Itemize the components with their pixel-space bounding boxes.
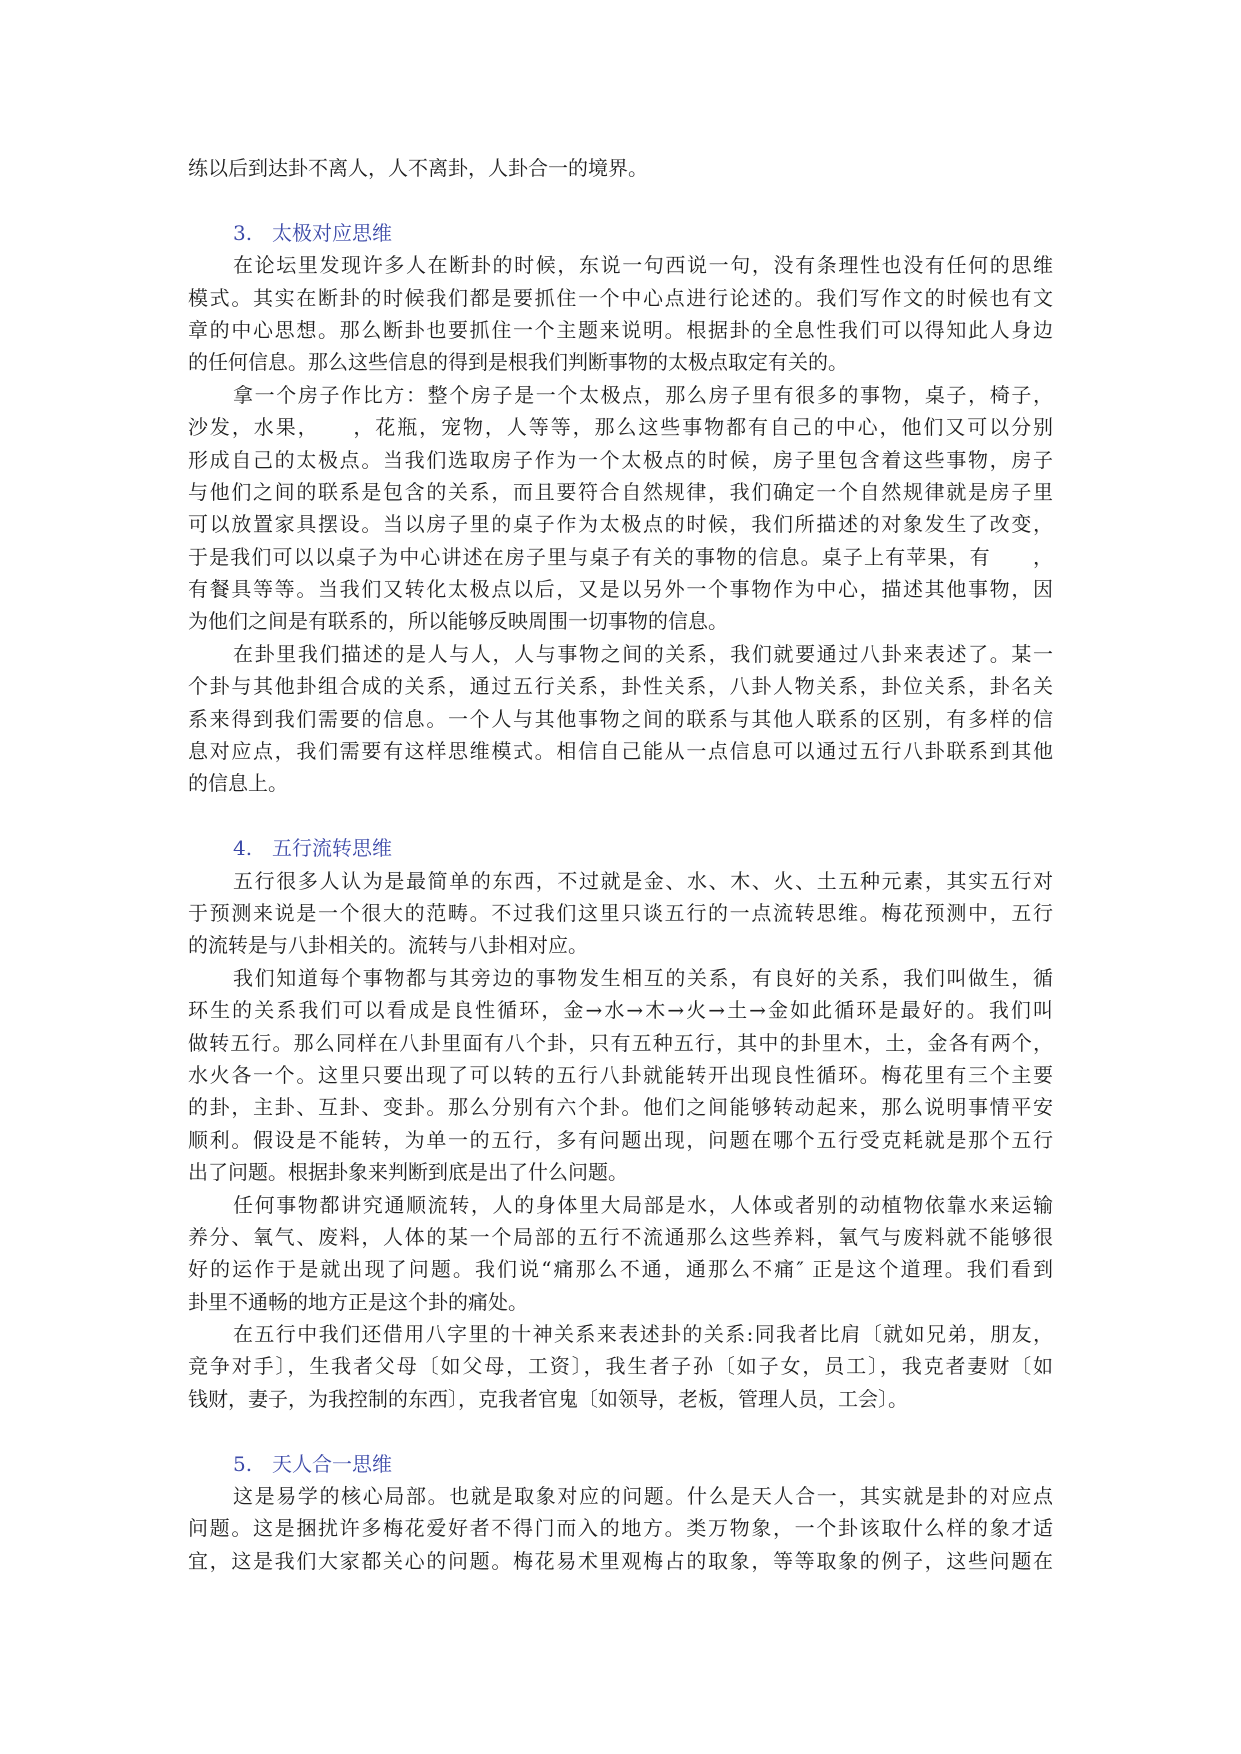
blank-line — [188, 184, 1053, 216]
text-line: 钱财，妻子，为我控制的东西〕，克我者官鬼〔如领导，老板，管理人员，工会〕。 — [188, 1386, 908, 1411]
paragraph — [188, 962, 1053, 1189]
lead-line: 练以后到达卦不离人，人不离卦，人卦合一的境界。 — [188, 156, 648, 180]
section-number: 3. — [233, 220, 253, 245]
section-title: 五行流转思维 — [272, 836, 392, 861]
text-line: 任何事物都讲究通顺流转，人的身体里大局部是水，人体或者别的动植物依靠水来运输 — [233, 1192, 1053, 1217]
text-line: 沙发，水果， ，花瓶，宠物，人等等，那么这些事物都有自己的中心，他们又可以分别 — [188, 415, 1053, 440]
section-number: 5. — [233, 1451, 253, 1476]
text-line: 息对应点，我们需要有这样思维模式。相信自己能从一点信息可以通过五行八卦联系到其他 — [188, 739, 1053, 764]
text-line: 于是我们可以以桌子为中心讲述在房子里与桌子有关的事物的信息。桌子上有苹果，有 ， — [188, 544, 1053, 569]
text-line: 问题。这是捆扰许多梅花爱好者不得门而入的地方。类万物象，一个卦该取什么样的象才适 — [188, 1516, 1053, 1541]
text-line: 顺利。假设是不能转，为单一的五行，多有问题出现，问题在哪个五行受克耗就是那个五行 — [188, 1127, 1053, 1152]
section-heading — [188, 217, 1053, 249]
paragraph — [188, 249, 1053, 379]
paragraph — [188, 638, 1053, 800]
section-title: 天人合一思维 — [272, 1451, 392, 1476]
blank-line — [188, 800, 1053, 832]
text-line: 拿一个房子作比方：整个房子是一个太极点，那么房子里有很多的事物，桌子，椅子， — [233, 382, 1053, 407]
section-title: 太极对应思维 — [272, 220, 392, 245]
paragraph — [188, 1318, 1053, 1415]
text-line: 竞争对手〕，生我者父母〔如父母，工资〕，我生者子孙〔如子女，员工〕，我克者妻财〔如 — [188, 1354, 1053, 1379]
text-line: 个卦与其他卦组合成的关系，通过五行关系，卦性关系，八卦人物关系，卦位关系，卦名关 — [188, 674, 1053, 699]
text-line: 形成自己的太极点。当我们选取房子作为一个太极点的时候，房子里包含着这些事物，房子 — [188, 447, 1053, 472]
text-line: 的信息上。 — [188, 771, 288, 796]
text-line: 在论坛里发现许多人在断卦的时候，东说一句西说一句，没有条理性也没有任何的思维 — [233, 253, 1053, 278]
text-line: 于预测来说是一个很大的范畴。不过我们这里只谈五行的一点流转思维。梅花预测中，五行 — [188, 900, 1053, 925]
section-number: 4. — [233, 836, 253, 861]
text-line: 在卦里我们描述的是人与人，人与事物之间的关系，我们就要通过八卦来表述了。某一 — [233, 641, 1053, 666]
text-line: 在五行中我们还借用八字里的十神关系来表述卦的关系:同我者比肩〔就如兄弟，朋友， — [233, 1322, 1053, 1347]
text-line: 环生的关系我们可以看成是良性循环，金→水→木→火→土→金如此循环是最好的。我们叫 — [188, 998, 1053, 1023]
text-line: 卦里不通畅的地方正是这个卦的痛处。 — [188, 1289, 528, 1314]
paragraph — [188, 865, 1053, 962]
text-line: 做转五行。那么同样在八卦里面有八个卦，只有五种五行，其中的卦里木，土，金各有两个， — [188, 1030, 1053, 1055]
text-line: 养分、氧气、废料，人体的某一个局部的五行不流通那么这些养料，氧气与废料就不能够很 — [188, 1224, 1053, 1249]
paragraph — [188, 1480, 1053, 1577]
paragraph — [188, 379, 1053, 638]
paragraph — [188, 1189, 1053, 1319]
text-line: 章的中心思想。那么断卦也要抓住一个主题来说明。根据卦的全息性我们可以得知此人身边 — [188, 317, 1053, 342]
text-line: 的卦，主卦、互卦、变卦。那么分别有六个卦。他们之间能够转动起来，那么说明事情平安 — [188, 1095, 1053, 1120]
text-line: 与他们之间的联系是包含的关系，而且要符合自然规律，我们确定一个自然规律就是房子里 — [188, 479, 1053, 504]
text-line: 这是易学的核心局部。也就是取象对应的问题。什么是天人合一，其实就是卦的对应点 — [233, 1484, 1053, 1509]
text-line: 模式。其实在断卦的时候我们都是要抓住一个中心点进行论述的。我们写作文的时候也有文 — [188, 285, 1053, 310]
document-body — [188, 152, 1053, 1577]
text-line: 的流转是与八卦相关的。流转与八卦相对应。 — [188, 933, 588, 958]
text-line: 出了问题。根据卦象来判断到底是出了什么问题。 — [188, 1160, 628, 1185]
blank-line — [188, 1415, 1053, 1447]
text-line: 为他们之间是有联系的，所以能够反映周围一切事物的信息。 — [188, 609, 728, 634]
text-line: 水火各一个。这里只要出现了可以转的五行八卦就能转开出现良性循环。梅花里有三个主要 — [188, 1062, 1053, 1087]
text-line: 有餐具等等。当我们又转化太极点以后，又是以另外一个事物作为中心，描述其他事物，因 — [188, 577, 1053, 602]
text-line: 宜，这是我们大家都关心的问题。梅花易术里观梅占的取象，等等取象的例子，这些问题在 — [188, 1548, 1053, 1573]
text-line: 好的运作于是就出现了问题。我们说“痛那么不通，通那么不痛″ 正是这个道理。我们看到 — [188, 1257, 1053, 1282]
text-line: 我们知道每个事物都与其旁边的事物发生相互的关系，有良好的关系，我们叫做生，循 — [233, 965, 1053, 990]
text-line: 的任何信息。那么这些信息的得到是根我们判断事物的太极点取定有关的。 — [188, 350, 848, 375]
text-line: 可以放置家具摆设。当以房子里的桌子作为太极点的时候，我们所描述的对象发生了改变， — [188, 512, 1053, 537]
text-line: 系来得到我们需要的信息。一个人与其他事物之间的联系与其他人联系的区别，有多样的信 — [188, 706, 1053, 731]
text-line: 五行很多人认为是最简单的东西，不过就是金、水、木、火、土五种元素，其实五行对 — [233, 868, 1053, 893]
section-heading — [188, 832, 1053, 864]
section-heading — [188, 1448, 1053, 1480]
